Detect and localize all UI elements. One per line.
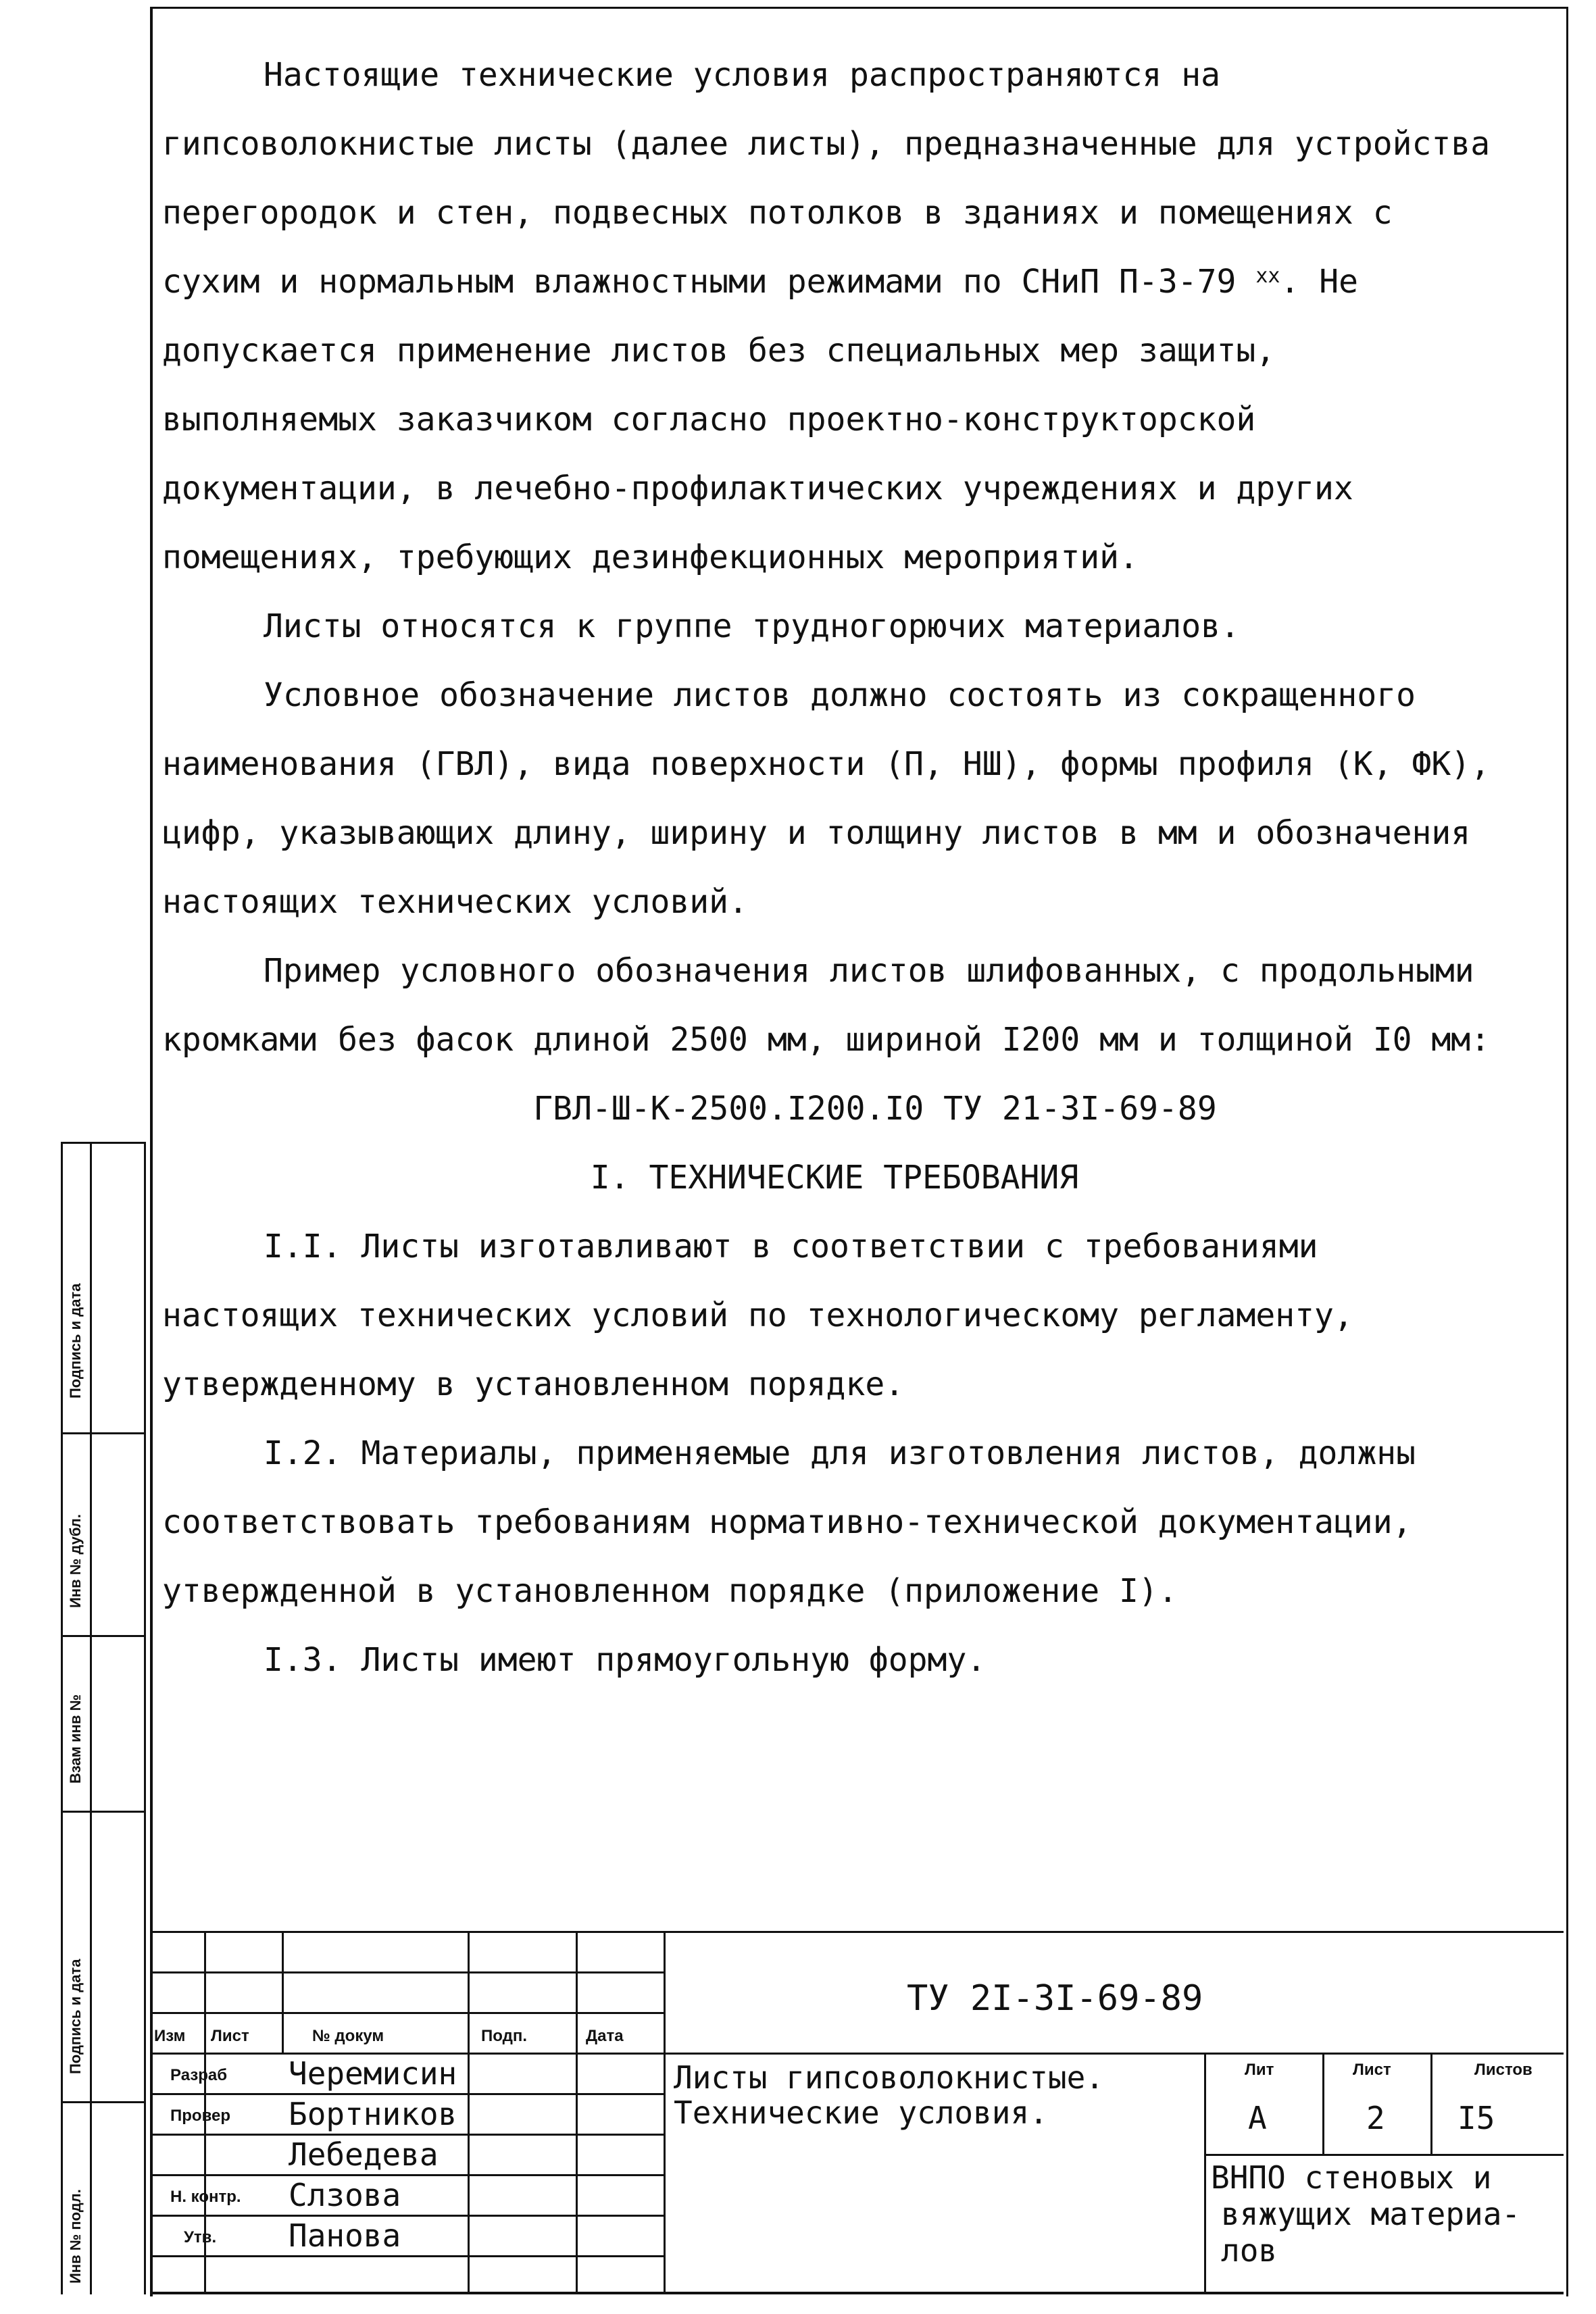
name-utv: Панова: [289, 2217, 401, 2254]
clause-1-3: I.3. Листы имеют прямоугольную форму.: [264, 1641, 987, 1679]
tb-line: [1204, 2154, 1564, 2156]
margin-divider: [63, 1432, 144, 1434]
name-n-kontr: Слзова: [289, 2177, 401, 2213]
margin-inner-line: [90, 1142, 92, 2294]
intro-p1-text: Настоящие технические условия распространяются на гипсоволокнистые листы (далее листы), предназначенные для устройства перегородок и стен, подвесных потолков в зданиях и помещениях с сухим и нормальным влажностными режимами по СНиП П-3-79: [162, 56, 1491, 301]
tb-line: [150, 2215, 664, 2217]
clause-1-2: I.2. Материалы, применяемые для изготовления листов, должны соответствовать требованиям нормативно-технической документации, утвержденной в установленном порядке (приложение I).: [162, 1434, 1416, 1610]
hdr-list: Лист: [211, 2027, 249, 2045]
listov-label: Листов: [1474, 2061, 1532, 2079]
listov-value: I5: [1457, 2100, 1495, 2136]
tb-line: [150, 2134, 664, 2136]
intro-paragraph-1: [162, 41, 1507, 592]
doc-number: ТУ 2I-3I-69-89: [907, 1978, 1203, 2019]
tb-line: [150, 2093, 664, 2095]
document-body: [162, 41, 1507, 1694]
doc-title-line2: Технические условия.: [674, 2094, 1048, 2131]
intro-p1-text-cont: . Не допускается применение листов без специальных мер защиты, выполняемых заказчиком согласно проектно-конструкторской документации, в лечебно-профилактических учреждениях и других помещениях, требующих дезинфекционных мероприятий.: [162, 263, 1359, 576]
lit-label: Лит: [1245, 2061, 1274, 2079]
margin-divider: [63, 1811, 144, 1813]
margin-label-vzam-inv: Взам инв №: [67, 1694, 84, 1784]
name-razrab: Черемисин: [289, 2055, 457, 2092]
tb-line: [1322, 2053, 1324, 2154]
tb-line: [150, 2053, 1564, 2055]
section-heading: I. ТЕХНИЧЕСКИЕ ТРЕБОВАНИЯ: [590, 1159, 1079, 1197]
hdr-izm: Изм: [154, 2027, 186, 2045]
list-label: Лист: [1353, 2061, 1391, 2079]
designation-example: ГВЛ-Ш-К-2500.I200.I0 ТУ 21-3I-69-89: [533, 1090, 1217, 1128]
intro-paragraph-2: Листы относятся к группе трудногорючих материалов.: [264, 607, 1240, 645]
margin-label-inv-podl: Инв № подл.: [67, 2189, 84, 2284]
org-line3: лов: [1221, 2232, 1278, 2269]
margin-divider: [63, 1142, 144, 1144]
tb-line: [1204, 2053, 1206, 2294]
name-prover: Бортников: [289, 2096, 457, 2132]
tb-line: [282, 1931, 284, 2053]
margin-label-signature-date-2: Подпись и дата: [67, 1959, 84, 2074]
margin-divider: [63, 1635, 144, 1637]
margin-divider: [63, 2101, 144, 2103]
footnote-mark: хх: [1255, 264, 1280, 288]
tb-line: [664, 1931, 666, 2294]
clause-1-1: I.I. Листы изготавливают в соответствии с требованиями настоящих технических условий по технологическому регламенту, утвержденному в установленном порядке.: [162, 1228, 1353, 1403]
tb-line: [576, 1931, 578, 2294]
role-prover: Провер: [170, 2107, 231, 2125]
list-value: 2: [1366, 2100, 1385, 2136]
intro-paragraph-3: Условное обозначение листов должно состоять из сокращенного наименования (ГВЛ), вида поверхности (П, НШ), формы профиля (К, ФК), цифр, указывающих длину, ширину и толщину листов в мм и обозначения настоящих технических условий.: [162, 676, 1491, 921]
hdr-podp: Подп.: [481, 2027, 527, 2045]
hdr-n-dokum: № докум: [312, 2027, 384, 2045]
margin-label-signature-date: Подпись и дата: [67, 1283, 84, 1399]
tb-line: [150, 2174, 664, 2176]
org-line2: вяжущих материа-: [1221, 2196, 1521, 2232]
role-utv: Утв.: [184, 2228, 217, 2246]
tb-line: [150, 1971, 664, 1973]
hdr-data: Дата: [586, 2027, 624, 2045]
title-block: [150, 1931, 1564, 2294]
tb-line: [150, 2012, 664, 2014]
lit-value: А: [1248, 2100, 1267, 2136]
role-razrab: Разраб: [170, 2066, 228, 2084]
tb-line: [1430, 2053, 1432, 2154]
role-n-kontr: Н. контр.: [170, 2188, 241, 2206]
tb-line: [150, 2255, 664, 2257]
tb-line: [468, 1931, 470, 2294]
intro-paragraph-4: Пример условного обозначения листов шлифованных, с продольными кромками без фасок длиной 2500 мм, шириной I200 мм и толщиной I0 мм:: [162, 952, 1491, 1059]
margin-label-inv-dubl: Инв № дубл.: [67, 1514, 84, 1608]
tb-line: [150, 1931, 1564, 1933]
name-extra: Лебедева: [289, 2136, 439, 2173]
binding-margin: [61, 1142, 146, 2294]
org-line1: ВНПО стеновых и: [1211, 2159, 1492, 2196]
doc-title-line1: Листы гипсоволокнистые.: [674, 2059, 1104, 2096]
